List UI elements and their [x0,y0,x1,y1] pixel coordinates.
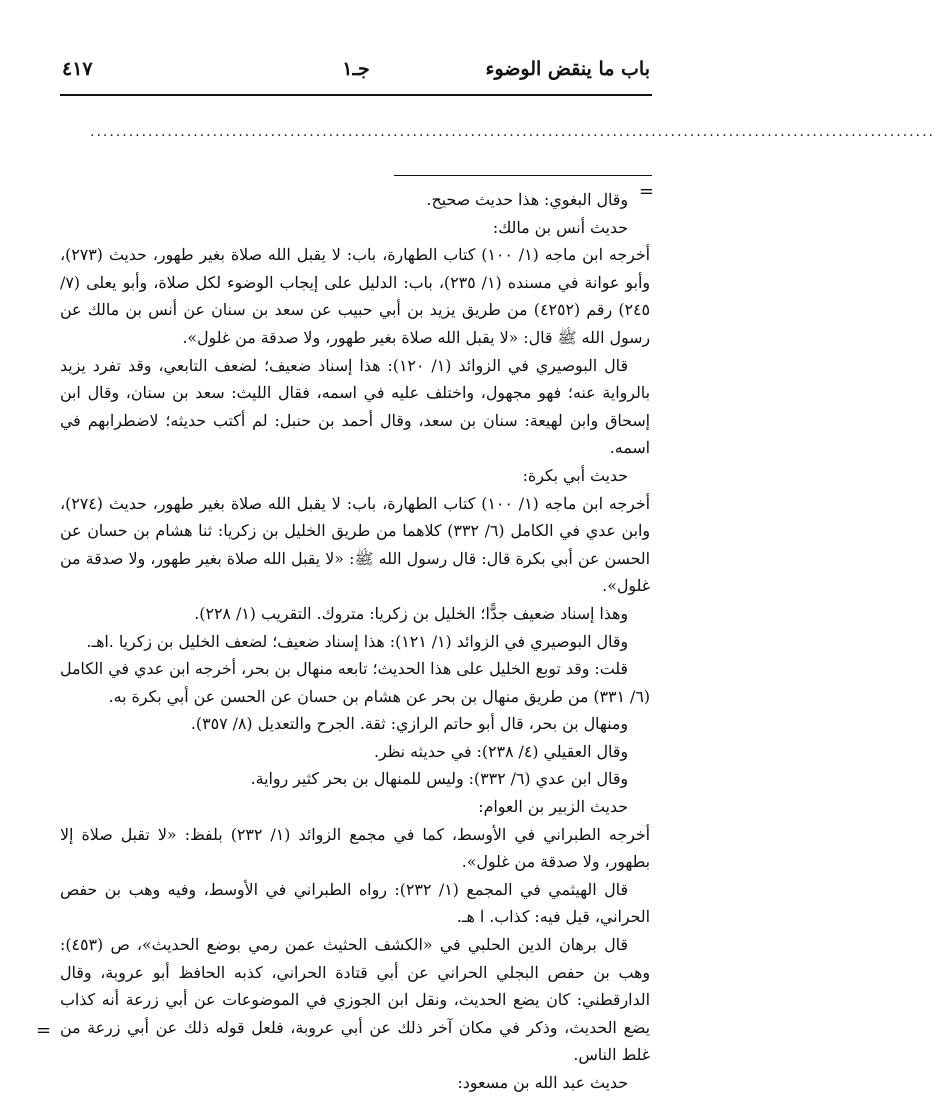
dotted-separator: ................................................................................................................................... [90,124,935,140]
footnote-continuation-marker-top: = [638,181,654,202]
paragraph: أخرجه ابن ماجه (١/ ١٠٠) كتاب الطهارة، باب: لا يقبل الله صلاة بغير طهور، حديث (٢٧٣)، وأبو عوانة في مسنده (١/ ٢٣٥)، باب: الدليل على إيجاب الوضوء لكل صلاة، وأبو يعلى (٧/ ٢٤٥) رقم (٤٢٥٢) من طريق يزيد بن أبي حبيب عن سعد بن سنان عن أنس بن مالك عن رسول الله ﷺ قال: «لا يقبل الله صلاة بغير طهور، ولا صدقة من غلول». [60,245,651,347]
section-heading: حديث الزبير بن العوام: [478,797,628,817]
paragraph: وقال البغوي: هذا حديث صحيح. [426,190,628,209]
footnote-rule [394,175,652,176]
page-number: ٤١٧ [62,58,93,80]
paragraph: وقال العقيلي (٤/ ٢٣٨): في حديثه نظر. [373,741,628,761]
paragraph: أخرجه الطبراني في الأوسط، كما في مجمع الزوائد (١/ ٢٣٢) بلفظ: «لا تقبل صلاة إلا بطهور، ولا صدقة من غلول». [60,824,650,872]
volume-label: جـ١ [342,58,370,80]
paragraph: أخرجه ابن ماجه (١/ ١٠٠) كتاب الطهارة، باب: لا يقبل الله صلاة بغير طهور، حديث (٢٧٤)، وابن عدي في الكامل (٦/ ٣٣٢) كلاهما من طريق الخليل بن زكريا: ثنا هشام بن حسان عن الحسن عن أبي بكرة قال: قال رسول الله ﷺ: «لا يقبل الله صلاة بغير طهور، ولا صدقة من غلول». [60,493,651,596]
section-heading: حديث أنس بن مالك: [492,217,628,237]
section-heading: حديث عبد الله بن مسعود: [457,1073,628,1092]
paragraph: ومنهال بن بحر، قال أبو حاتم الرازي: ثقة. الجرح والتعديل (٨/ ٣٥٧). [190,714,628,734]
paragraph: وهذا إسناد ضعيف جدًّا؛ الخليل بن زكريا: متروك. التقريب (١/ ٢٢٨). [194,603,628,623]
header-rule [60,94,652,96]
footnote-continuation-marker-bottom: = [36,1020,52,1041]
paragraph: وقال ابن عدي (٦/ ٣٣٢): وليس للمنهال بن بحر كثير رواية. [250,769,628,789]
paragraph: قلت: وقد توبع الخليل على هذا الحديث؛ تابعه منهال بن بحر، أخرجه ابن عدي في الكامل (٦/ ٣٣١) من طريق منهال بن بحر عن هشام بن حسان عن الحسن عن أبي بكرة به. [60,659,650,706]
running-header [62,58,650,94]
paragraph: قال برهان الدين الحلبي في «الكشف الحثيث عمن رمي بوضع الحديث»، ص (٤٥٣): وهب بن حفص البجلي الحراني عن أبي قتادة الحراني، كذبه الحافظ أبو عروبة، وقال الدارقطني: كان يضع الحديث، ونقل ابن الجوزي في الموضوعات عن أبي زرعة أنه كذاب يضع الحديث، وذكر في مكان آخر ذلك عن أبي عروبة، فلعل قوله ذلك عن أبي زرعة من غلط الناس. [60,935,650,1065]
paragraph: قال البوصيري في الزوائد (١/ ١٢٠): هذا إسناد ضعيف؛ لضعف التابعي، وقد تفرد يزيد بالرواية عنه؛ فهو مجهول، واختلف عليه في اسمه، فقال الليث: سعد بن سنان، وقال ابن إسحاق وابن لهيعة: سنان بن سعد، وقال أحمد بن حنبل: لم أكتب حديثه؛ لاضطرابهم في اسمه. [60,355,650,458]
chapter-title: باب ما ينقض الوضوء [485,58,650,80]
paragraph: قال الهيثمي في المجمع (١/ ٢٣٢): رواه الطبراني في الأوسط، وفيه وهب بن حفص الحراني، قيل فيه: كذاب. ا هـ. [60,879,650,927]
paragraph: وقال البوصيري في الزوائد (١/ ١٢١): هذا إسناد ضعيف؛ لضعف الخليل بن زكريا .اهـ. [86,631,628,651]
section-heading: حديث أبي بكرة: [522,465,628,485]
footnote-body [60,186,650,1097]
